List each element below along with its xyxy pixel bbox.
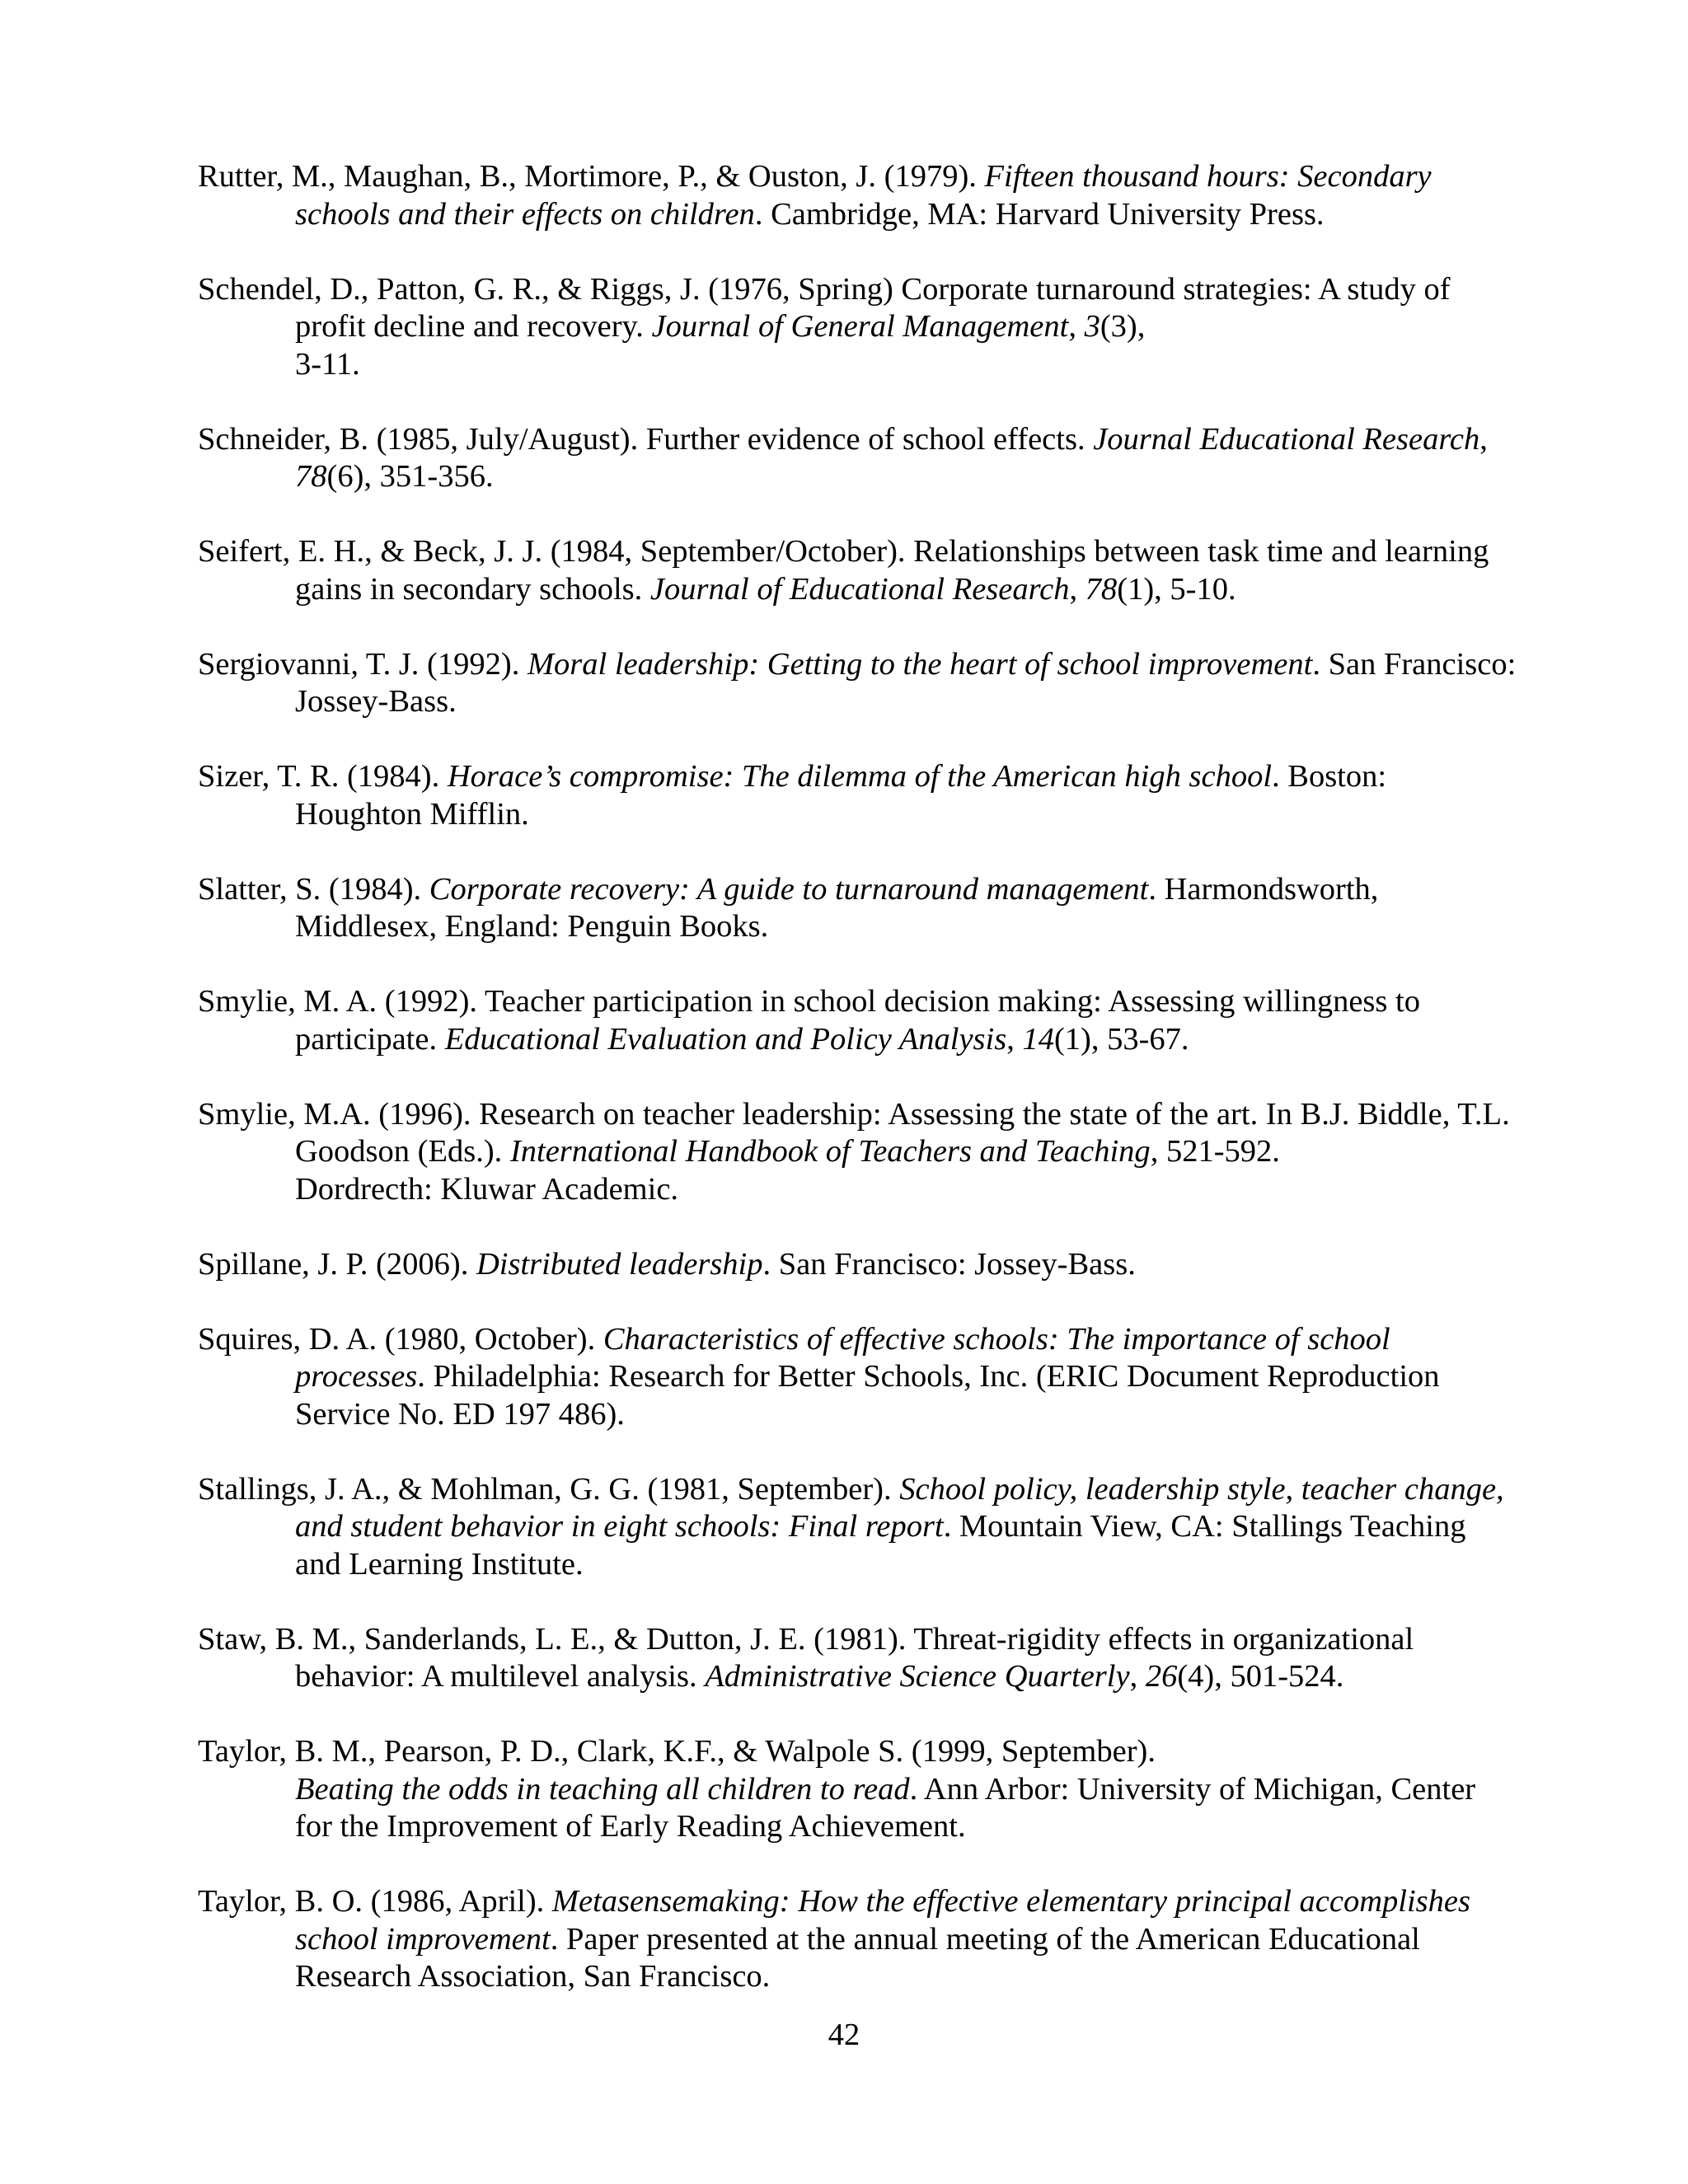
reference-entry xyxy=(198,421,1517,496)
reference-entry xyxy=(198,1621,1517,1696)
reference-text: (1), 53-67. xyxy=(1053,1021,1189,1057)
reference-text: (6), 351-356. xyxy=(326,459,494,494)
reference-entry xyxy=(198,158,1517,233)
reference-entry xyxy=(198,1883,1517,1996)
reference-italic-text: Fifteen thousand hours: Secondary schools and their effects on children xyxy=(295,159,1432,232)
reference-italic-text: 3 xyxy=(1084,309,1100,344)
reference-text: Smylie, M. A. (1992). Teacher participation in school decision making: Assessing willingness to participate. xyxy=(198,984,1420,1057)
reference-entry xyxy=(198,646,1517,721)
reference-text: (1), 5-10. xyxy=(1117,571,1236,607)
reference-text: , xyxy=(1006,1021,1023,1057)
reference-text: Spillane, J. P. (2006). xyxy=(198,1246,476,1282)
reference-entry xyxy=(198,758,1517,833)
reference-entry xyxy=(198,533,1517,608)
reference-italic-text: International Handbook of Teachers and Teaching xyxy=(509,1134,1151,1169)
reference-italic-text: Journal of General Management xyxy=(651,309,1069,344)
reference-list xyxy=(198,158,1517,2033)
reference-text: . Mountain View, CA: Stallings Teaching and Learning Institute. xyxy=(295,1509,1466,1582)
reference-italic-text: Beating the odds in teaching all children to read xyxy=(295,1771,910,1807)
reference-italic-text: 14 xyxy=(1022,1021,1054,1057)
reference-italic-text: 78 xyxy=(295,459,327,494)
reference-text: Smylie, M.A. (1996). Research on teacher leadership: Assessing the state of the art. In B.J. Biddle, T.L. Goodson (Eds.). xyxy=(198,1096,1510,1169)
reference-text: . San Francisco: Jossey-Bass. xyxy=(762,1246,1136,1282)
reference-entry xyxy=(198,871,1517,946)
reference-italic-text: Metasensemaking: How the effective elementary principal accomplishes school improvement xyxy=(295,1884,1470,1957)
reference-entry xyxy=(198,271,1517,384)
reference-entry xyxy=(198,1321,1517,1434)
reference-italic-text: Journal Educational Research xyxy=(1093,421,1480,457)
reference-text: Rutter, M., Maughan, B., Mortimore, P., & Ouston, J. (1979). xyxy=(198,159,985,194)
reference-text: , xyxy=(1069,571,1085,607)
reference-italic-text: Journal of Educational Research xyxy=(649,571,1070,607)
reference-entry xyxy=(198,1471,1517,1584)
reference-italic-text: 26 xyxy=(1145,1659,1178,1694)
reference-text: , xyxy=(1129,1659,1146,1694)
reference-text: Taylor, B. M., Pearson, P. D., Clark, K.F., & Walpole S. (1999, September). xyxy=(198,1734,1156,1769)
reference-italic-text: 78 xyxy=(1085,571,1118,607)
reference-text: . Cambridge, MA: Harvard University Press. xyxy=(754,196,1325,232)
reference-text: Schneider, B. (1985, July/August). Further evidence of school effects. xyxy=(198,421,1094,457)
reference-italic-text: Horace’s compromise: The dilemma of the American high school xyxy=(447,759,1273,794)
reference-text: Dordrecth: Kluwar Academic. xyxy=(295,1171,679,1207)
reference-entry xyxy=(198,1096,1517,1209)
reference-text: Stallings, J. A., & Mohlman, G. G. (1981, September). xyxy=(198,1471,900,1507)
reference-entry xyxy=(198,1733,1517,1846)
reference-italic-text: Moral leadership: Getting to the heart of school improvement xyxy=(527,646,1313,682)
reference-entry xyxy=(198,983,1517,1058)
reference-italic-text: Corporate recovery: A guide to turnaround management xyxy=(429,871,1149,907)
reference-text: Sergiovanni, T. J. (1992). xyxy=(198,646,528,682)
page-number: 42 xyxy=(828,2018,860,2052)
reference-italic-text: Administrative Science Quarterly xyxy=(705,1659,1130,1694)
reference-text: . Paper presented at the annual meeting of the American Educational Research Association, San Francisco. xyxy=(295,1921,1420,1994)
reference-italic-text: Characteristics of effective schools: The importance of school processes xyxy=(295,1321,1390,1394)
reference-text: Taylor, B. O. (1986, April). xyxy=(198,1884,552,1919)
reference-text: . Boston: Houghton Mifflin. xyxy=(295,759,1387,832)
reference-text: (3), xyxy=(1100,309,1146,344)
reference-text: Slatter, S. (1984). xyxy=(198,871,429,907)
reference-text: Staw, B. M., Sanderlands, L. E., & Dutton, J. E. (1981). Threat-rigidity effects in organizational behavior: A multilevel analysis. xyxy=(198,1621,1414,1694)
reference-text: . Ann Arbor: University of Michigan, Center for the Improvement of Early Reading Achievement. xyxy=(295,1771,1476,1844)
reference-italic-text: School policy, leadership style, teacher change, and student behavior in eight schools: Final report xyxy=(295,1471,1504,1544)
reference-text: . San Francisco: Jossey-Bass. xyxy=(295,646,1517,719)
reference-italic-text: Educational Evaluation and Policy Analysis xyxy=(444,1021,1007,1057)
reference-text: . Philadelphia: Research for Better Schools, Inc. (ERIC Document Reproduction Service No. ED 197 486). xyxy=(295,1359,1440,1432)
reference-entry xyxy=(198,1246,1517,1284)
reference-text: , 521-592. xyxy=(1150,1134,1280,1169)
reference-text: , xyxy=(1068,309,1085,344)
reference-text: (4), 501-524. xyxy=(1177,1659,1344,1694)
reference-text: 3-11. xyxy=(295,346,360,382)
reference-text: Squires, D. A. (1980, October). xyxy=(198,1321,603,1357)
reference-text: Schendel, D., Patton, G. R., & Riggs, J. (1976, Spring) Corporate turnaround strategies: A study of profit decline and recovery. xyxy=(198,271,1451,344)
reference-text: Sizer, T. R. (1984). xyxy=(198,759,448,794)
reference-text: , xyxy=(1479,421,1488,457)
reference-text: Seifert, E. H., & Beck, J. J. (1984, September/October). Relationships between task time and learning gains in secondary schools. xyxy=(198,534,1489,607)
reference-text: . Harmondsworth, Middlesex, England: Penguin Books. xyxy=(295,871,1379,944)
reference-italic-text: Distributed leadership xyxy=(476,1246,763,1282)
